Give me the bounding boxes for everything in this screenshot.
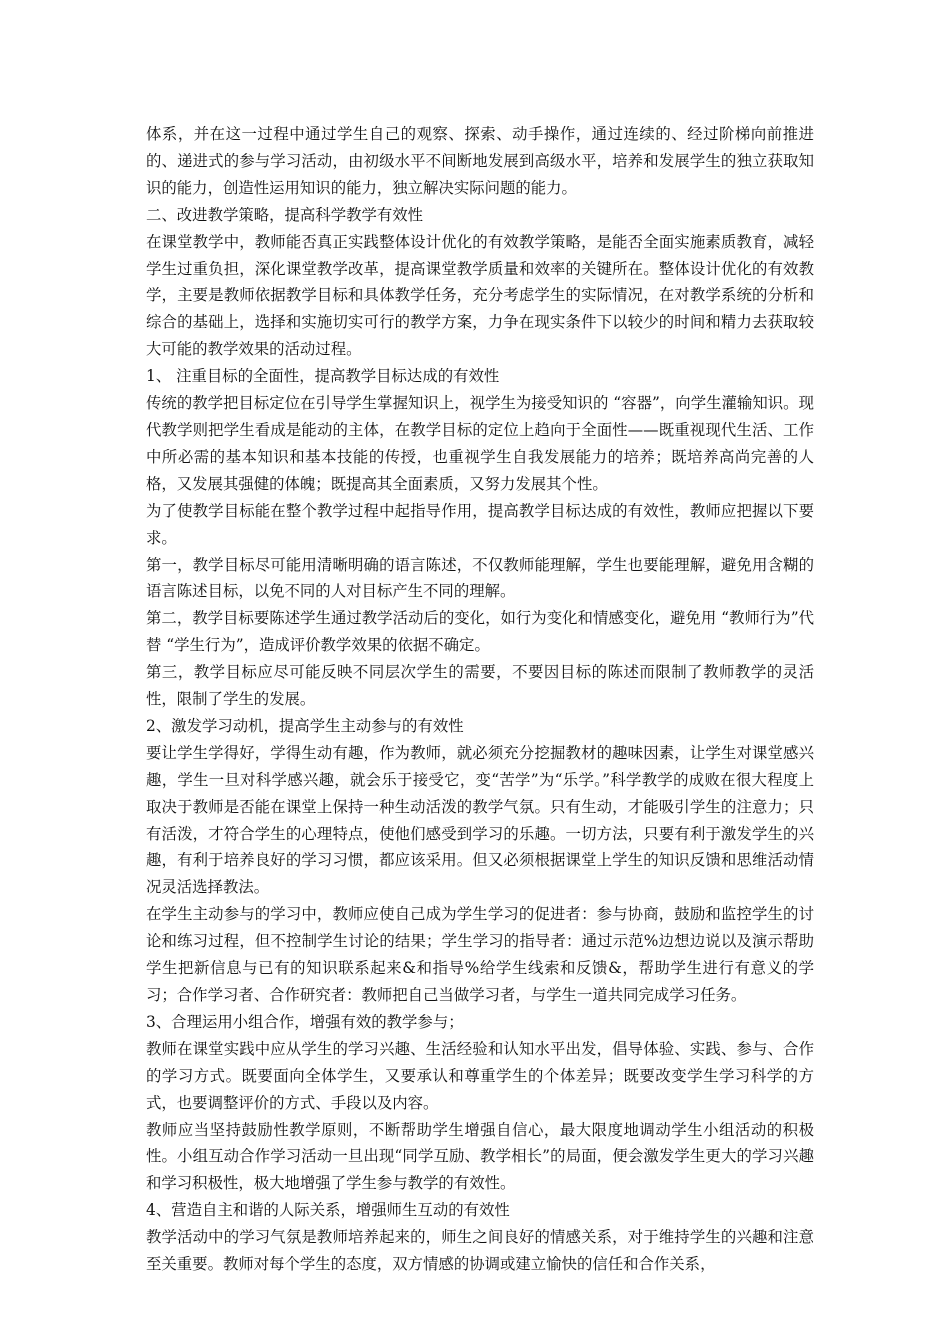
body-paragraph: 在学生主动参与的学习中，教师应使自己成为学生学习的促进者：参与协商，鼓励和监控学生的讨论和练习过程，但不控制学生讨论的结果；学生学习的指导者：通过示范%边想边说以及演示帮助学生把新信息与已有的知识联系起来&和指导%给学生线索和反馈&，帮助学生进行有意义的学习；合作学习者、合作研究者：教师把自己当做学习者，与学生一道共同完成学习任务。	[146, 905, 814, 1004]
body-paragraph: 为了使教学目标能在整个教学过程中起指导作用，提高教学目标达成的有效性，教师应把握以下要求。	[146, 501, 814, 547]
body-paragraph: 教学活动中的学习气氛是教师培养起来的，师生之间良好的情感关系，对于维持学生的兴趣和注意至关重要。教师对每个学生的态度，双方情感的协调或建立愉快的信任和合作关系，	[146, 1228, 814, 1274]
subsection-heading: 2、激发学习动机，提高学生主动参与的有效性	[146, 716, 464, 735]
body-paragraph: 要让学生学得好，学得生动有趣，作为教师，就必须充分挖掘教材的趣味因素，让学生对课堂感兴趣，学生一旦对科学感兴趣，就会乐于接受它，变“苦学”为“乐学。”科学教学的成败在很大程度上取决于教师是否能在课堂上保持一种生动活泼的教学气氛。只有生动，才能吸引学生的注意力；只有活泼，才符合学生的心理特点，使他们感受到学习的乐趣。一切方法，只要有利于激发学生的兴趣，有利于培养良好的学习习惯，都应该采用。但又必须根据课堂上学生的知识反馈和思维活动情况灵活选择教法。	[146, 743, 814, 897]
subsection-heading: 4、营造自主和谐的人际关系，增强师生互动的有效性	[146, 1201, 510, 1220]
body-paragraph: 在课堂教学中，教师能否真正实践整体设计优化的有效教学策略，是能否全面实施素质教育，减轻学生过重负担，深化课堂教学改革，提高课堂教学质量和效率的关键所在。整体设计优化的有效教学，主要是教师依据教学目标和具体教学任务，充分考虑学生的实际情况，在对教学系统的分析和综合的基础上，选择和实施切实可行的教学方案，力争在现实条件下以较少的时间和精力去获取较大可能的教学效果的活动过程。	[146, 232, 814, 359]
section-heading: 二、改进教学策略，提高科学教学有效性	[146, 205, 424, 224]
subsection-heading: 3、合理运用小组合作，增强有效的教学参与；	[146, 1012, 464, 1031]
body-paragraph: 第三，教学目标应尽可能反映不同层次学生的需要，不要因目标的陈述而限制了教师教学的灵活性，限制了学生的发展。	[146, 663, 814, 709]
body-paragraph: 教师在课堂实践中应从学生的学习兴趣、生活经验和认知水平出发，倡导体验、实践、参与、合作的学习方式。既要面向全体学生，又要承认和尊重学生的个体差异；既要改变学生学习科学的方式，也要调整评价的方式、手段以及内容。	[146, 1039, 814, 1112]
document-page	[146, 121, 814, 1278]
body-paragraph: 第一，教学目标尽可能用清晰明确的语言陈述，不仅教师能理解，学生也要能理解，避免用含糊的语言陈述目标，以免不同的人对目标产生不同的理解。	[146, 555, 814, 601]
body-paragraph: 第二，教学目标要陈述学生通过教学活动后的变化，如行为变化和情感变化，避免用 “教师行为”代替 “学生行为”，造成评价教学效果的依据不确定。	[146, 609, 814, 655]
body-paragraph: 传统的教学把目标定位在引导学生掌握知识上，视学生为接受知识的 “容器”，向学生灌输知识。现代教学则把学生看成是能动的主体，在教学目标的定位上趋向于全面性——既重视现代生活、工作中所必需的基本知识和基本技能的传授，也重视学生自我发展能力的培养；既培养高尚完善的人格，又发展其强健的体魄；既提高其全面素质，又努力发展其个性。	[146, 394, 814, 493]
subsection-heading: 1、 注重目标的全面性，提高教学目标达成的有效性	[146, 367, 500, 386]
body-paragraph: 体系，并在这一过程中通过学生自己的观察、探索、动手操作，通过连续的、经过阶梯向前推进的、递进式的参与学习活动，由初级水平不间断地发展到高级水平，培养和发展学生的独立获取知识的能力，创造性运用知识的能力，独立解决实际问题的能力。	[146, 125, 814, 197]
body-paragraph: 教师应当坚持鼓励性教学原则，不断帮助学生增强自信心，最大限度地调动学生小组活动的积极性。小组互动合作学习活动一旦出现“同学互励、教学相长”的局面，便会激发学生更大的学习兴趣和学习积极性，极大地增强了学生参与教学的有效性。	[146, 1120, 814, 1193]
